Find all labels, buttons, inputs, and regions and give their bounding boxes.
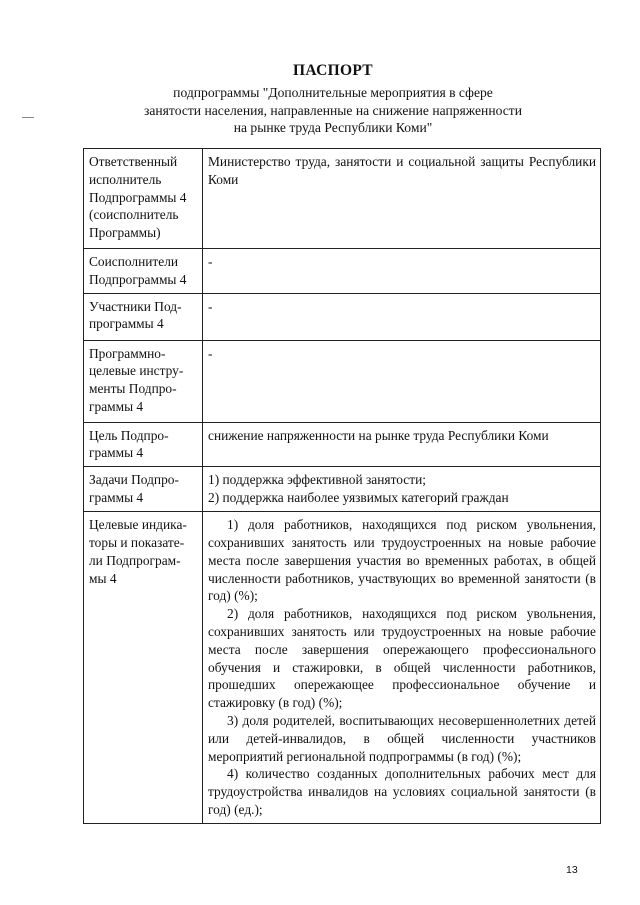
- row-label: [84, 340, 203, 422]
- indicator-paragraph: 3) доля родителей, воспитывающих несовершеннолетних детей или детей-инвалидов, в общей численности участников мероприятий региональной подпрограммы (в год) (%);: [208, 712, 596, 764]
- label-line: Ответственный: [89, 154, 178, 169]
- label-line: Подпрограммы 4: [89, 271, 187, 287]
- subtitle-line: занятости населения, направленные на снижение напряженности: [144, 102, 522, 118]
- table-row-instruments: [84, 340, 601, 422]
- label-line: Программно-: [89, 345, 166, 361]
- passport-table: [83, 148, 601, 824]
- label-line: Цель Подпро-: [89, 427, 169, 443]
- row-value: -: [203, 249, 601, 294]
- label-line: Подпрограммы 4: [89, 189, 187, 205]
- label-line: менты Подпро-: [89, 381, 177, 397]
- label-line: граммы 4: [89, 398, 144, 414]
- label-line: Задачи Подпро-: [89, 472, 179, 488]
- row-label: [84, 422, 203, 467]
- label-line: граммы 4: [89, 445, 144, 461]
- label-line: торы и показате-: [89, 534, 185, 550]
- row-label: [84, 149, 203, 249]
- subtitle-line: подпрограммы "Дополнительные мероприятия в сфере: [173, 85, 493, 100]
- row-value: снижение напряженности на рынке труда Республики Коми: [203, 422, 601, 467]
- table-row-co-executors: [84, 249, 601, 294]
- table-row-responsible: [84, 149, 601, 249]
- row-value: -: [203, 340, 601, 422]
- row-value: [203, 467, 601, 512]
- label-line: целевые инстру-: [89, 363, 184, 379]
- table-row-indicators: [84, 512, 601, 824]
- row-value: -: [203, 293, 601, 340]
- page-number: 13: [566, 864, 578, 876]
- label-line: граммы 4: [89, 489, 144, 505]
- table-row-participants: [84, 293, 601, 340]
- indicator-paragraph: 4) количество созданных дополнительных рабочих мест для трудоустройства инвалидов на условиях социальной занятости (в год) (ед.);: [208, 766, 596, 817]
- row-value: [203, 512, 601, 824]
- label-line: мы 4: [89, 570, 117, 586]
- indicator-paragraph: 2) доля работников, находящихся под риском увольнения, сохранивших занятость или трудоустроенных на новые рабочие места после завершения опережающего профессионального обучения и стажировки, в общей численности работников, прошедших опережающее профессиональное обучение и стажировку (в год) (%);: [208, 606, 596, 711]
- document-subtitle: [90, 84, 576, 137]
- label-line: Участники Под-: [89, 298, 182, 314]
- label-line: Целевые индика-: [89, 517, 187, 533]
- row-label: [84, 249, 203, 294]
- passport-header: [90, 62, 576, 137]
- task-item: 2) поддержка наиболее уязвимых категорий граждан: [208, 489, 509, 505]
- row-label: [84, 512, 203, 824]
- label-line: (соисполнитель: [89, 207, 179, 223]
- task-item: 1) поддержка эффективной занятости;: [208, 472, 426, 488]
- row-label: [84, 467, 203, 512]
- document-title: ПАСПОРТ: [293, 62, 373, 79]
- row-value: Министерство труда, занятости и социальной защиты Республики Коми: [203, 149, 601, 249]
- margin-mark: [22, 117, 34, 118]
- table-row-goal: [84, 422, 601, 467]
- table-row-tasks: [84, 467, 601, 512]
- label-line: программы 4: [89, 316, 164, 332]
- label-line: Программы): [89, 225, 161, 241]
- subtitle-line: на рынке труда Республики Коми": [233, 120, 433, 135]
- row-label: [84, 293, 203, 340]
- label-line: исполнитель: [89, 171, 162, 187]
- label-line: Соисполнители: [89, 254, 179, 269]
- indicator-paragraph: 1) доля работников, находящихся под риском увольнения, сохранивших занятость или трудоустроенных на новые рабочие места после завершения участия во временных работах, в общей численности работников, участвующих во временной занятости (в год) (%);: [208, 517, 596, 604]
- label-line: ли Подпрограм-: [89, 552, 181, 568]
